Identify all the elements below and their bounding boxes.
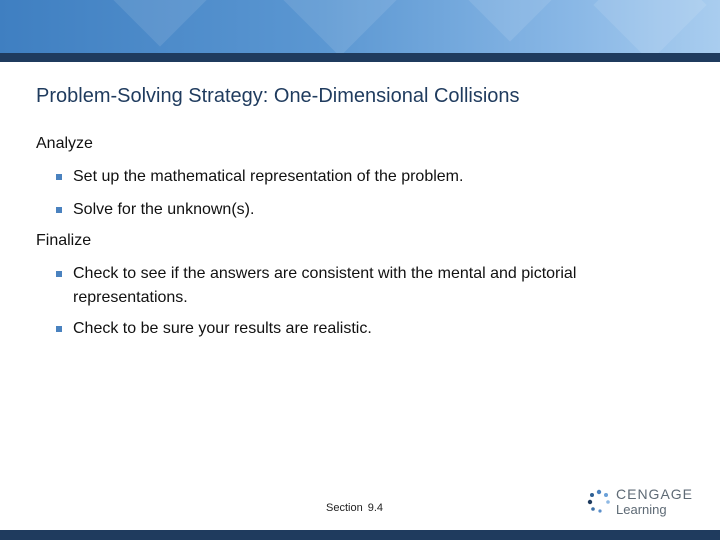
section-heading-finalize: Finalize	[36, 232, 92, 249]
banner-decoration	[453, 0, 566, 42]
slide-title: Problem-Solving Strategy: One-Dimensional Collisions	[36, 85, 520, 107]
list-item-text: Check to be sure your results are realistic.	[73, 320, 372, 337]
list-item-text: Solve for the unknown(s).	[73, 201, 255, 218]
banner-decoration	[283, 0, 396, 53]
logo-subwordmark: Learning	[616, 502, 667, 517]
section-label: Section 9.4	[326, 502, 384, 514]
list-item	[56, 262, 666, 310]
banner-decoration	[593, 0, 706, 53]
list-item-text: Check to see if the answers are consistent with the mental and pictorial representations.	[73, 265, 577, 306]
bullet-marker	[56, 271, 62, 277]
header-divider-bar	[0, 53, 720, 62]
list-item	[56, 198, 666, 222]
list-item	[56, 165, 666, 189]
section-heading-analyze: Analyze	[36, 135, 93, 152]
footer-bar	[0, 530, 720, 540]
header-banner	[0, 0, 720, 53]
banner-decoration	[103, 0, 216, 47]
logo-wordmark: CENGAGE	[616, 486, 694, 502]
bullet-marker	[56, 326, 62, 332]
list-item	[56, 317, 666, 341]
bullet-marker	[56, 174, 62, 180]
cengage-logo	[586, 486, 694, 518]
bullet-marker	[56, 207, 62, 213]
list-item-text: Set up the mathematical representation of the problem.	[73, 168, 464, 185]
logo-dots-icon	[586, 488, 612, 514]
